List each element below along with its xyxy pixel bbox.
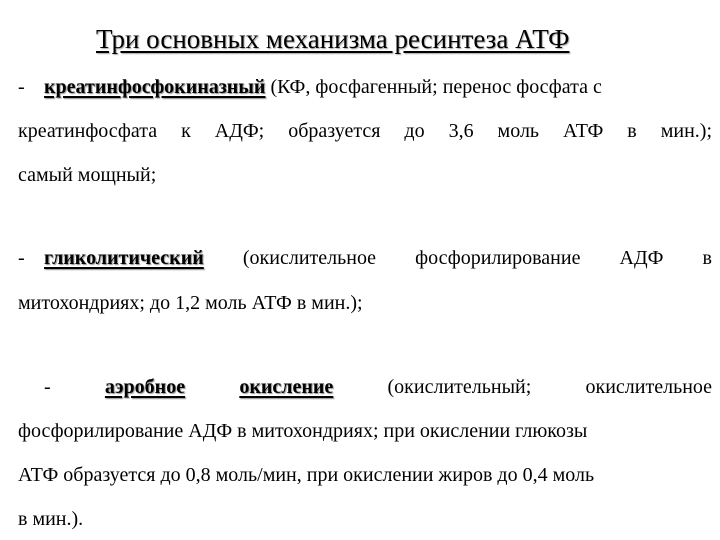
term-oxidation: окисление bbox=[239, 376, 334, 398]
page-title: Три основных механизма ресинтеза АТФ bbox=[96, 24, 570, 54]
item-glycolytic-line-2: митохондриях; до 1,2 моль АТФ в мин.); bbox=[18, 292, 363, 314]
term-glycolytic: гликолитический bbox=[44, 247, 204, 269]
item-aerobic-line-4: в мин.). bbox=[18, 508, 84, 530]
bullet-dash: - bbox=[18, 247, 25, 269]
bullet-dash: - bbox=[44, 376, 51, 398]
item-text: (окислительное фосфорилирование АДФ в bbox=[242, 247, 713, 269]
item-aerobic-line-3: АТФ образуется до 0,8 моль/мин, при окислении жиров до 0,4 моль bbox=[18, 464, 595, 486]
term-aerobic: аэробное bbox=[104, 376, 186, 398]
item-creatine-line-1 bbox=[18, 74, 712, 100]
term-creatine-phosphokinase: креатинфосфокиназный bbox=[44, 76, 266, 98]
item-aerobic-line-2: фосфорилирование АДФ в митохондриях; при окислении глюкозы bbox=[18, 420, 588, 442]
item-glycolytic-line-1 bbox=[18, 245, 712, 271]
item-creatine-line-3: самый мощный; bbox=[18, 164, 157, 186]
item-text: (окислительный; bbox=[387, 376, 532, 398]
item-aerobic-line-1 bbox=[44, 374, 712, 400]
item-text: (КФ, фосфагенный; перенос фосфата с bbox=[270, 76, 602, 98]
item-creatine-line-2: креатинфосфата к АДФ; образуется до 3,6 моль АТФ в мин.); bbox=[18, 120, 712, 142]
bullet-dash: - bbox=[18, 76, 25, 98]
item-text: окислительное bbox=[585, 376, 713, 398]
